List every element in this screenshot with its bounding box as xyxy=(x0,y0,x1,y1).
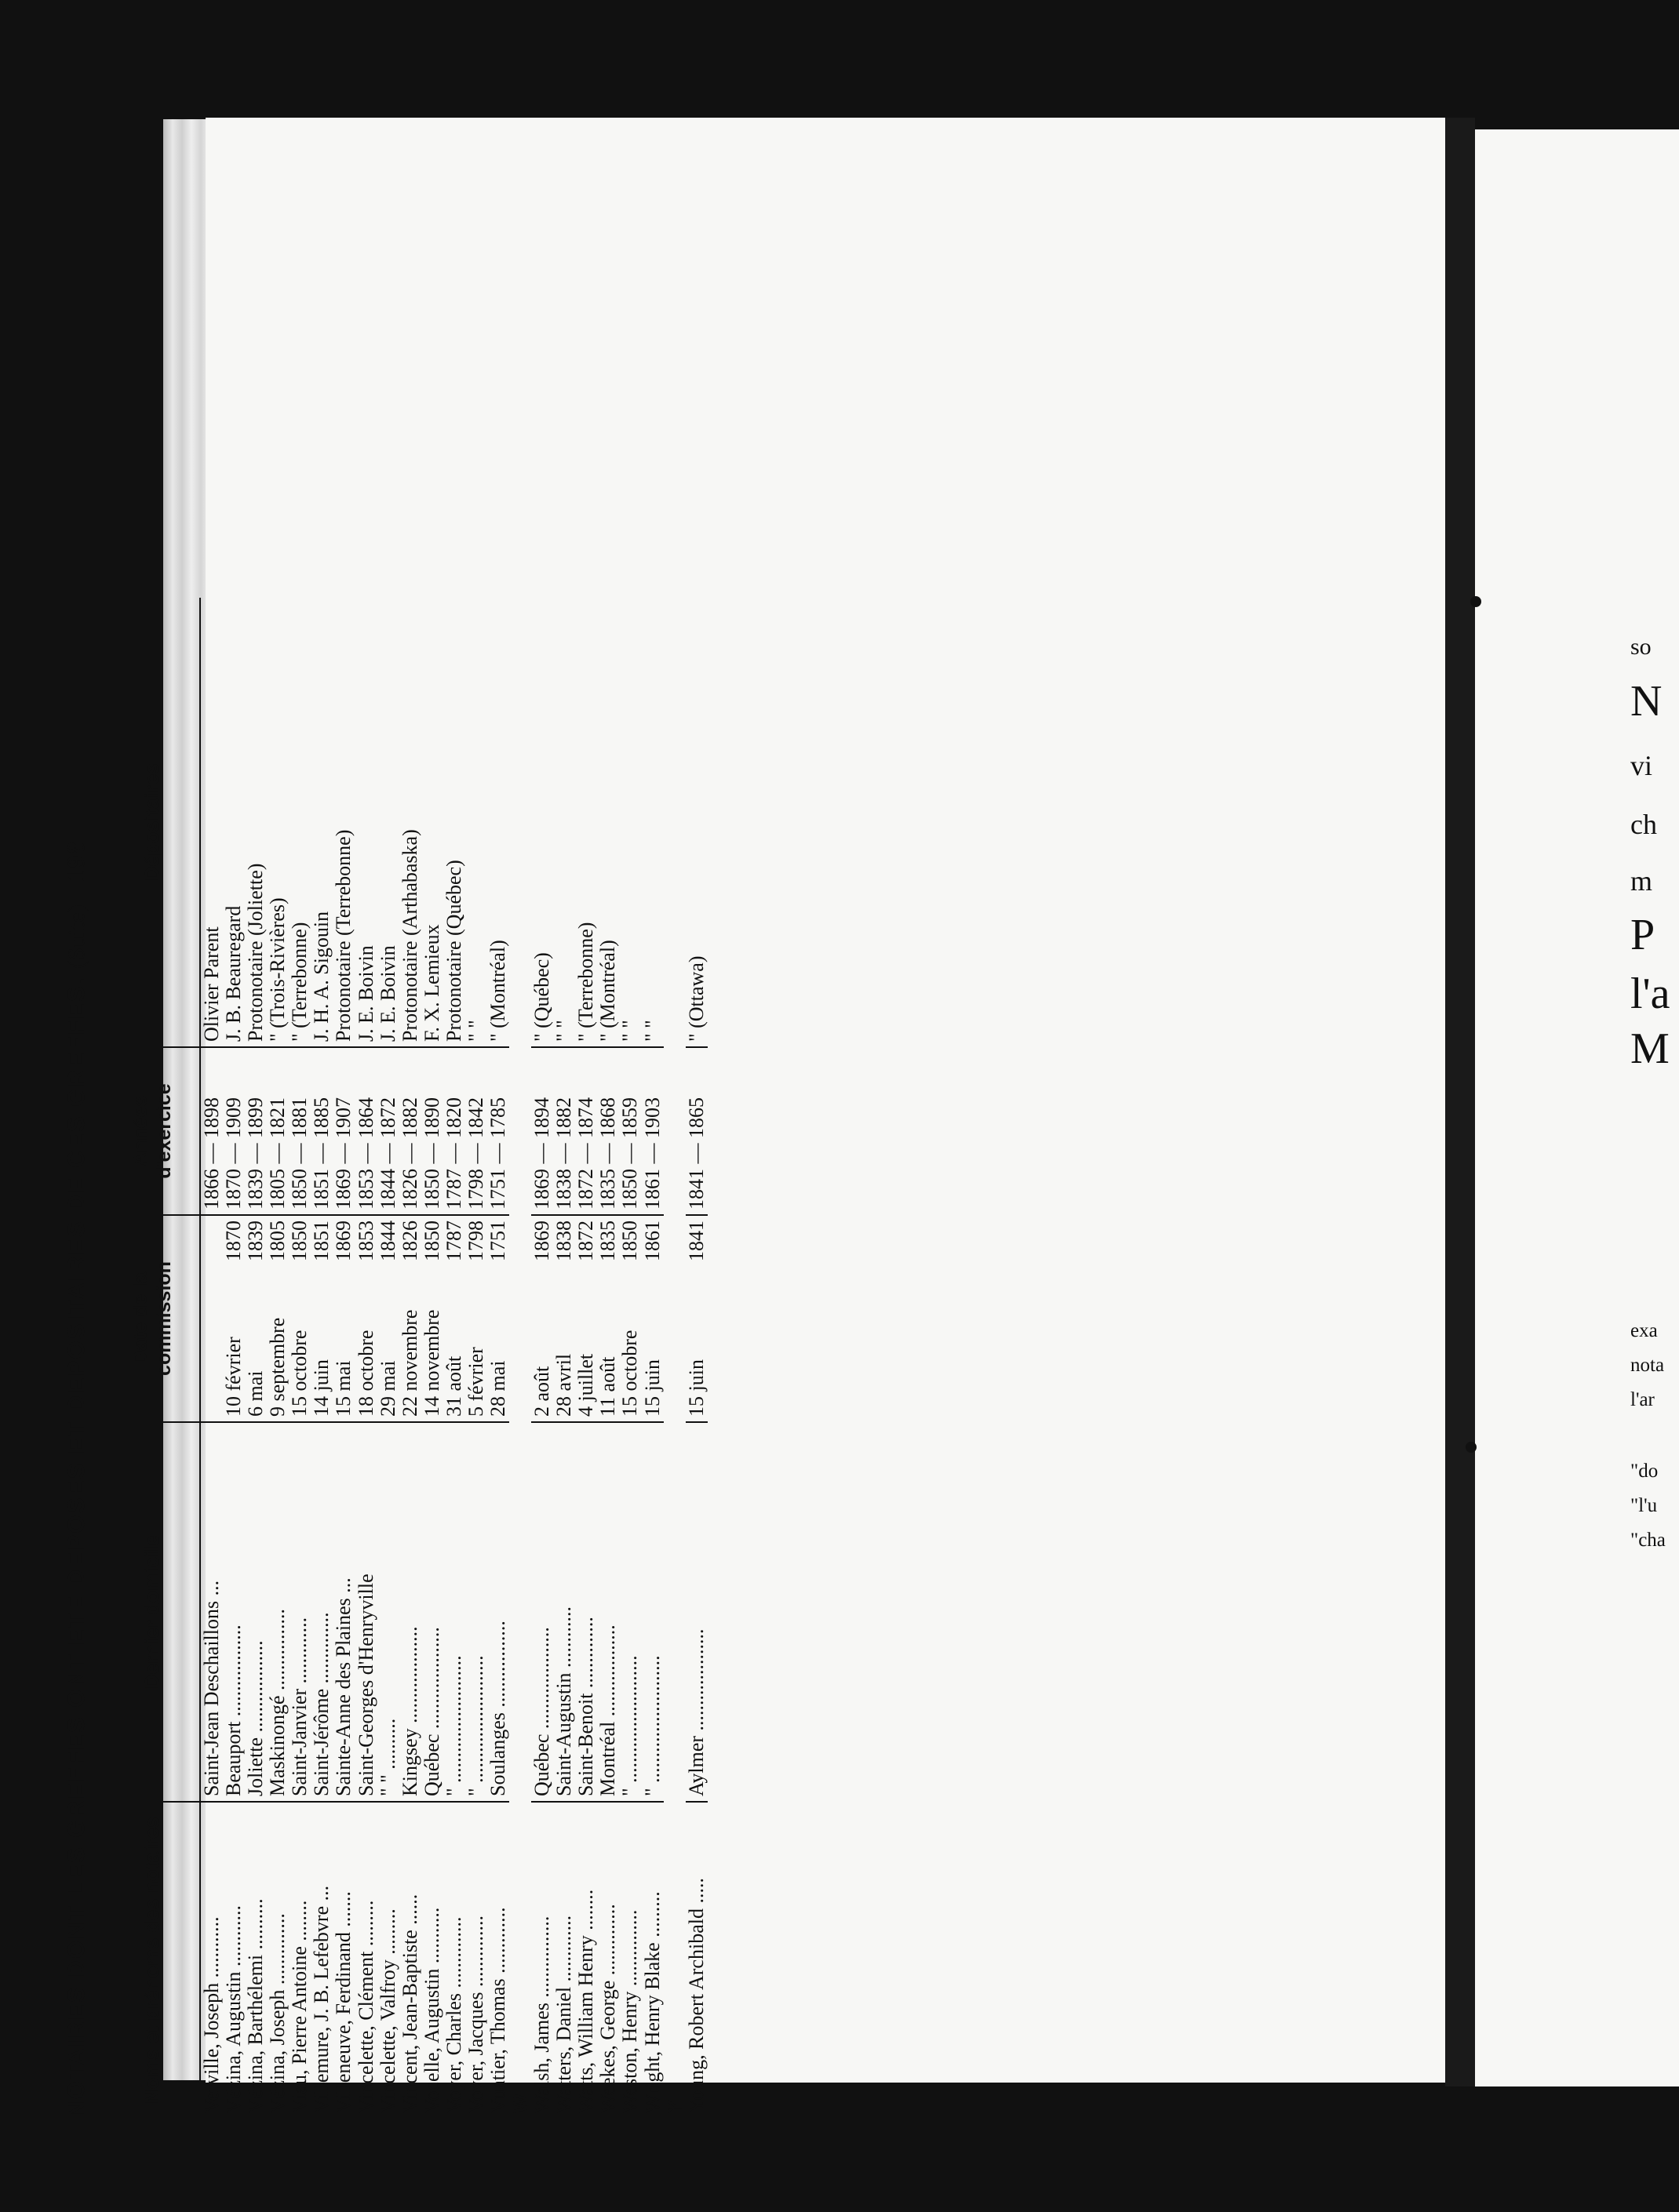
table-row xyxy=(223,598,245,2118)
cell-depositary: " (Montréal) xyxy=(597,598,619,1047)
table-row xyxy=(686,598,708,2118)
table-row xyxy=(355,598,377,2118)
right-page-fragment: m xyxy=(1630,865,1653,897)
cell-years: 1839 — 1899 xyxy=(245,1047,267,1215)
cell-depositary: " " xyxy=(553,598,575,1047)
cell-date xyxy=(399,1215,421,1422)
cell-date xyxy=(267,1215,289,1422)
cell-depositary: J. E. Boivin xyxy=(377,598,399,1047)
cell-domicile: Québec .................... xyxy=(531,1422,553,1802)
cell-years: 1853 — 1864 xyxy=(355,1047,377,1215)
commission-year: 1850 xyxy=(618,1221,642,1261)
cell-years: 1872 — 1874 xyxy=(575,1047,597,1215)
table-row xyxy=(465,598,487,2118)
cell-depositary: " " xyxy=(642,598,664,1047)
right-page-fragment: nota xyxy=(1630,1355,1665,1376)
commission-date: 11 août xyxy=(596,1356,620,1417)
right-page xyxy=(1475,129,1679,2086)
table-row xyxy=(553,598,575,2118)
table-row xyxy=(333,598,355,2118)
cell-years: 1869 — 1907 xyxy=(333,1047,355,1215)
table-row xyxy=(399,598,421,2118)
cell-date xyxy=(597,1215,619,1422)
right-page-fragment: ch xyxy=(1630,809,1657,840)
commission-date: 9 septembre xyxy=(266,1317,290,1417)
commission-year: 1805 xyxy=(266,1221,290,1261)
cell-name: Young, Robert Archibald ..... xyxy=(684,1878,708,2113)
cell-depositary: " (Québec) xyxy=(531,598,553,1047)
cell-name: Weekes, George .............. xyxy=(596,1904,620,2113)
commission-year: 1826 xyxy=(398,1221,421,1261)
cell-domicile: Saint-Georges d'Henryville xyxy=(355,1422,377,1802)
rows-y xyxy=(686,598,708,2118)
table-row xyxy=(311,598,333,2118)
commission-year: 1869 xyxy=(332,1221,355,1261)
cell-name: Walsh, James ................ xyxy=(530,1915,554,2113)
cell-date xyxy=(487,1215,509,1422)
commission-date: 28 avril xyxy=(552,1353,576,1417)
cell-date xyxy=(619,1215,641,1422)
commission-date: 6 mai xyxy=(244,1370,268,1417)
commission-year: 1841 xyxy=(684,1221,708,1261)
cell-domicile: Montréal .................. xyxy=(597,1422,619,1802)
cell-date xyxy=(421,1215,443,1422)
cell-domicile: " ......................... xyxy=(443,1422,465,1802)
cell-domicile: " ......................... xyxy=(642,1422,664,1802)
commission-date: 4 juillet xyxy=(574,1353,598,1417)
cell-domicile: Kingsey ................... xyxy=(399,1422,421,1802)
cell-domicile: Saint-Augustin ............ xyxy=(553,1422,575,1802)
cell-years: 1851 — 1885 xyxy=(311,1047,333,1215)
cell-depositary: " (Montréal) xyxy=(487,598,509,1047)
commission-year: 1844 xyxy=(376,1221,399,1261)
commission-year: 1751 xyxy=(486,1221,510,1261)
commission-date: 15 juin xyxy=(640,1359,664,1417)
commission-year: 1798 xyxy=(464,1221,487,1261)
cell-name: Viau, Pierre Antoine ........ xyxy=(288,1900,311,2113)
commission-date: 22 novembre xyxy=(398,1309,421,1417)
right-page-fragment: P xyxy=(1630,911,1655,959)
commission-year: 1851 xyxy=(310,1221,333,1261)
cell-name: Vézina, Barthélemi .......... xyxy=(244,1898,268,2113)
cell-years: 1869 — 1894 xyxy=(531,1047,553,1215)
cell-name: Vézina, Augustin ............ xyxy=(222,1905,246,2113)
table-row xyxy=(421,598,443,2118)
cell-depositary: " " xyxy=(619,598,641,1047)
cell-years: 1870 — 1909 xyxy=(223,1047,245,1215)
letter-y-section xyxy=(664,598,686,2118)
commission-year: 1853 xyxy=(354,1221,377,1261)
notaries-table xyxy=(102,598,708,2118)
right-page-fragment: so xyxy=(1630,634,1652,660)
commission-date: 18 octobre xyxy=(354,1330,377,1417)
commission-date: 15 mai xyxy=(332,1360,355,1417)
cell-date xyxy=(642,1215,664,1422)
commission-date: 5 février xyxy=(464,1347,487,1417)
cell-date xyxy=(443,1215,465,1422)
cell-domicile: Saint-Janvier ............. xyxy=(289,1422,311,1802)
binding-mark xyxy=(1470,596,1481,607)
cell-name: Vincent, Jean-Baptiste ...... xyxy=(398,1894,421,2113)
cell-domicile: " ......................... xyxy=(465,1422,487,1802)
commission-date: 15 octobre xyxy=(618,1330,642,1417)
table-row xyxy=(443,598,465,2118)
cell-years: 1835 — 1868 xyxy=(597,1047,619,1215)
cell-years: 1838 — 1882 xyxy=(553,1047,575,1215)
cell-name: Voyer, Charles .............. xyxy=(442,1916,465,2113)
cell-years: 1805 — 1821 xyxy=(267,1047,289,1215)
cell-name: Weston, Henry ............... xyxy=(618,1909,642,2113)
cell-domicile: Sainte-Anne des Plaines ... xyxy=(333,1422,355,1802)
cell-name: Watters, Daniel ............. xyxy=(552,1915,576,2113)
right-page-fragment: "cha xyxy=(1630,1530,1666,1551)
cell-years: 1850 — 1890 xyxy=(421,1047,443,1215)
table-row xyxy=(575,598,597,2118)
cell-date xyxy=(465,1215,487,1422)
commission-year: 1839 xyxy=(244,1221,268,1261)
binding-mark xyxy=(1466,1442,1477,1453)
cell-depositary: Protonotaire (Joliette) xyxy=(245,598,267,1047)
cell-years: 1798 — 1842 xyxy=(465,1047,487,1215)
cell-date xyxy=(223,1215,245,1422)
cell-date xyxy=(355,1215,377,1422)
commission-date: 14 novembre xyxy=(420,1309,443,1417)
cell-name: Wright, Henry Blake ......... xyxy=(640,1891,664,2113)
commission-year: 1850 xyxy=(288,1221,311,1261)
cell-name: Vincelette, Valfroy ......... xyxy=(376,1908,399,2113)
cell-depositary: " (Ottawa) xyxy=(686,598,708,1047)
commission-date: 2 août xyxy=(530,1366,554,1417)
table-row xyxy=(245,598,267,2118)
header-date: Date de la commission xyxy=(104,1215,200,1422)
table-row xyxy=(289,598,311,2118)
cell-depositary: Protonotaire (Québec) xyxy=(443,598,465,1047)
cell-depositary: Protonotaire (Terrebonne) xyxy=(333,598,355,1047)
section-letter-w: W xyxy=(508,2094,533,2113)
commission-year: 1869 xyxy=(530,1221,554,1261)
cell-domicile: Aylmer .................... xyxy=(686,1422,708,1802)
page-title: NOTAIRES DONT LES GREFFES ONT ETE DEPOSES ET DEPOSITAIRES DE CES GREFFES. xyxy=(64,976,89,2118)
cell-date xyxy=(531,1215,553,1422)
cell-name: Voyer, Jacques .............. xyxy=(464,1915,487,2113)
commission-year: 1872 xyxy=(574,1221,598,1261)
cell-domicile: Soulanges ................. xyxy=(487,1422,509,1802)
cell-date xyxy=(245,1215,267,1422)
cell-name: Watts, William Henry ........ xyxy=(574,1889,598,2113)
rows-w xyxy=(531,598,663,2118)
cell-years: 1751 — 1785 xyxy=(487,1047,509,1215)
cell-date xyxy=(289,1215,311,1422)
cell-domicile: " ......................... xyxy=(619,1422,641,1802)
commission-date: 28 mai xyxy=(486,1360,510,1417)
cell-date xyxy=(553,1215,575,1422)
commission-year: 1861 xyxy=(640,1221,664,1261)
table-row xyxy=(377,598,399,2118)
cell-years: 1866 — 1898 xyxy=(200,1047,223,1215)
cell-name: Vincelette, Clément ......... xyxy=(354,1900,377,2113)
cell-name: Vézina, Joseph .............. xyxy=(266,1913,290,2113)
table-row xyxy=(642,598,664,2118)
cell-name: Verville, Joseph ............ xyxy=(200,1916,223,2113)
table-row xyxy=(531,598,553,2118)
cell-name: Villeneuve, Ferdinand ....... xyxy=(332,1891,355,2113)
cell-depositary: " (Terrebonne) xyxy=(289,598,311,1047)
rotated-register xyxy=(55,204,840,2212)
page-number: 198 xyxy=(61,839,89,882)
cell-date xyxy=(686,1215,708,1422)
commission-year: 1850 xyxy=(420,1221,443,1261)
cell-depositary: " (Trois-Rivières) xyxy=(267,598,289,1047)
cell-depositary: F. X. Lemieux xyxy=(421,598,443,1047)
commission-year: 1838 xyxy=(552,1221,576,1261)
table-row xyxy=(267,598,289,2118)
cell-depositary: J. B. Beauregard xyxy=(223,598,245,1047)
commission-year: 1835 xyxy=(596,1221,620,1261)
right-page-fragment: exa xyxy=(1630,1320,1658,1341)
commission-date: 15 juin xyxy=(684,1359,708,1417)
page-title-line xyxy=(61,840,90,2118)
header-depositaries: Dépositaires xyxy=(104,598,200,1047)
cell-domicile: " " .......... xyxy=(377,1422,399,1802)
header-domicile: Dernier domicile xyxy=(104,1422,200,1802)
cell-depositary: " " xyxy=(465,598,487,1047)
commission-date: 31 août xyxy=(442,1355,465,1417)
right-page-fragment: N xyxy=(1630,677,1663,726)
cell-date xyxy=(333,1215,355,1422)
table-row xyxy=(487,598,509,2118)
commission-year: 1787 xyxy=(442,1221,465,1261)
right-page-fragment: "l'u xyxy=(1630,1495,1658,1516)
cell-depositary: Olivier Parent xyxy=(200,598,223,1047)
header-years: Années d'exercice xyxy=(104,1047,200,1215)
title-suite: (Suite) xyxy=(64,904,89,969)
cell-domicile: Saint-Jean Deschaillons ... xyxy=(200,1422,223,1802)
cell-depositary: " (Terrebonne) xyxy=(575,598,597,1047)
table-row xyxy=(597,598,619,2118)
cell-domicile: Joliette .................. xyxy=(245,1422,267,1802)
right-page-fragment: vi xyxy=(1630,750,1653,781)
header-name: Noms et prénoms des notaires xyxy=(104,1802,200,2118)
cell-name: Vuatier, Thomas ............. xyxy=(486,1907,510,2113)
cell-domicile: Beauport .................. xyxy=(223,1422,245,1802)
cell-domicile: Québec .................... xyxy=(421,1422,443,1802)
commission-date: 10 février xyxy=(222,1337,246,1417)
rows-v xyxy=(200,598,509,2118)
right-page-fragment: l'a xyxy=(1630,970,1670,1018)
cell-name: Villemure, J. B. Lefebvre ... xyxy=(310,1885,333,2113)
cell-domicile: Saint-Benoit .............. xyxy=(575,1422,597,1802)
cell-years: 1861 — 1903 xyxy=(642,1047,664,1215)
cell-date xyxy=(377,1215,399,1422)
cell-years: 1787 — 1820 xyxy=(443,1047,465,1215)
cell-years: 1844 — 1872 xyxy=(377,1047,399,1215)
right-page-fragment: l'ar xyxy=(1630,1389,1655,1410)
cell-date xyxy=(311,1215,333,1422)
cell-years: 1826 — 1882 xyxy=(399,1047,421,1215)
book-gutter xyxy=(1445,118,1475,2086)
cell-date xyxy=(575,1215,597,1422)
cell-years: 1841 — 1865 xyxy=(686,1047,708,1215)
commission-date: 14 juin xyxy=(310,1359,333,1417)
cell-domicile: Saint-Jérôme .............. xyxy=(311,1422,333,1802)
cell-years: 1850 — 1881 xyxy=(289,1047,311,1215)
cell-date xyxy=(200,1215,223,1422)
cell-years: 1850 — 1859 xyxy=(619,1047,641,1215)
cell-domicile: Maskinongé ................ xyxy=(267,1422,289,1802)
cell-depositary: J. H. A. Sigouin xyxy=(311,598,333,1047)
letter-w-section xyxy=(509,598,531,2118)
cell-depositary: Protonotaire (Arthabaska) xyxy=(399,598,421,1047)
right-page-fragment: "do xyxy=(1630,1461,1659,1482)
section-letter-y: Y xyxy=(662,2099,687,2113)
cell-depositary: J. E. Boivin xyxy=(355,598,377,1047)
right-page-fragment: M xyxy=(1630,1024,1670,1073)
commission-year: 1870 xyxy=(222,1221,246,1261)
commission-date: 29 mai xyxy=(376,1360,399,1417)
cell-name: Vocelle, Augustin ........... xyxy=(420,1907,443,2113)
commission-date: 15 octobre xyxy=(288,1330,311,1417)
table-row xyxy=(619,598,641,2118)
table-row xyxy=(200,598,223,2118)
